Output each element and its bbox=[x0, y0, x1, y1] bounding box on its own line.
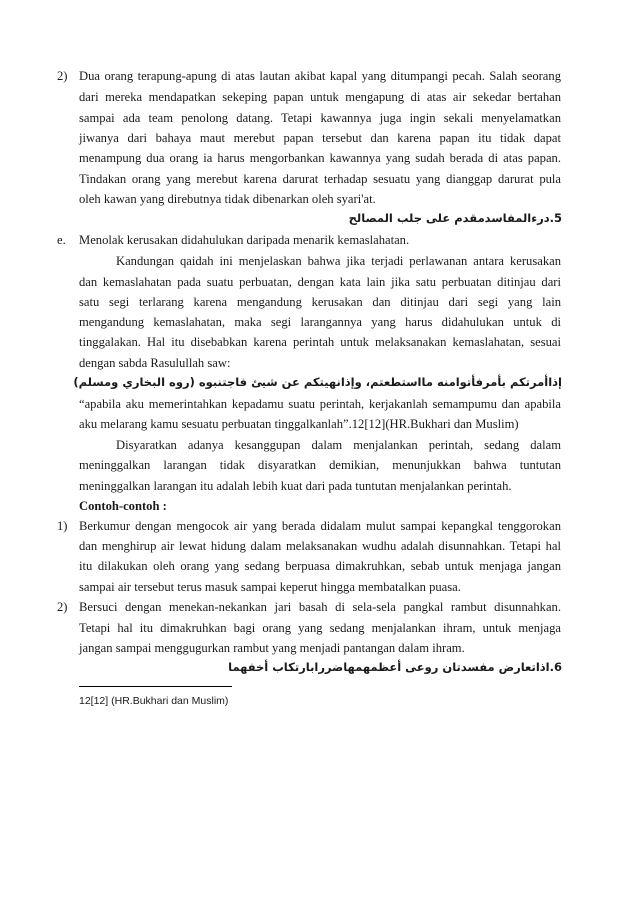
section-e-line-2: dan kemaslahatan pada suatu perbuatan, dengan kata lain jika satu perbuatan ditinjau dari bbox=[79, 274, 561, 289]
section-e-line-1: Kandungan qaidah ini menjelaskan bahwa jika terjadi perlawanan antara kerusakan bbox=[116, 253, 561, 268]
hadith-arabic: إذاأمرتكم بأمرفأتوامنه مااستطعتم، وإذانهيتكم عن شيئ فاجتنبوه (روه البخاري ومسلم) bbox=[73, 374, 562, 389]
rule6-arabic: 6.اذاتعارض مفسدتان روعى أعظمهمهاضررابارتكاب أخفهما bbox=[228, 660, 562, 675]
example-1-line-2: dan menghirup air lewat hidung dalam melaksanakan wudhu adalah disunnahkan. Tetapi hal bbox=[79, 539, 561, 554]
item2-line-5: menampung dua orang ia harus mengorbankan kawannya yang sudah berada di atas papan. bbox=[79, 151, 561, 166]
example-2-line-2: Tetapi hal itu dimakruhkan bagi orang yang sedang menjalankan ihram, untuk menjaga bbox=[79, 621, 561, 636]
item2-line-1: Dua orang terapung-apung di atas lautan akibat kapal yang ditumpangi pecah. Salah seorang bbox=[79, 69, 561, 83]
item2-line-2: dari mereka mendapatkan sekeping papan untuk mengapung di atas air sekedar bertahan bbox=[79, 89, 561, 104]
section-e-line-3: satu segi terlarang karena mengandung kerusakan dan ditinjau dari segi yang lain bbox=[79, 294, 561, 309]
example-2-line-3: jangan sampai menggugurkan rambut yang menjadi pantangan dalam ihram. bbox=[79, 641, 465, 656]
section-e-letter: e. bbox=[57, 233, 66, 247]
footnote-separator bbox=[79, 686, 232, 687]
item2-line-6: Tindakan orang yang merebut karena darurat terhadap sesuatu yang dianggap darurat pula bbox=[79, 172, 561, 187]
example-1-number: 1) bbox=[57, 518, 68, 533]
translation-line-2: aku melarang kamu sesuatu perbuatan tinggalkanlah”.12[12](HR.Bukhari dan Muslim) bbox=[79, 417, 519, 432]
item-number-2: 2) bbox=[57, 69, 68, 83]
item2-line-7: oleh kawan yang direbutnya tidak dibenarkan oleh syari'at. bbox=[79, 192, 376, 207]
section-e-line-5: tinggalakan. Hal itu disebabkan karena perintah untuk melaksanakan kemaslahatan, sesuai bbox=[79, 335, 561, 350]
section-e-heading: Menolak kerusakan didahulukan daripada menarik kemaslahatan. bbox=[79, 233, 410, 247]
example-2-line-1: Bersuci dengan menekan-nekankan jari basah di sela-sela pangkal rambut disunnahkan. bbox=[79, 600, 561, 615]
section-e-line-4: mengandung kemaslahatan, maka segi larangannya yang harus didahulukan untuk di bbox=[79, 315, 561, 330]
example-1-line-4: sampai air tersebut terus masuk sampai keperut hingga membatalkan puasa. bbox=[79, 580, 461, 595]
example-2-number: 2) bbox=[57, 600, 68, 615]
section-e-line-6: dengan sabda Rasulullah saw: bbox=[79, 356, 231, 371]
item2-line-3: sampai ada team penolong datang. Tetapi kawannya juga ingin sekali menyelamatkan bbox=[79, 110, 561, 125]
explanation-line-1: Disyaratkan adanya kesanggupan dalam menjalankan perintah, sedang dalam bbox=[116, 437, 561, 452]
footnote: 12[12] (HR.Bukhari dan Muslim) bbox=[79, 695, 229, 707]
explanation-line-2: meninggalkan larangan tidak disyaratkan demikian, menunjukkan bahwa tuntutan bbox=[79, 457, 561, 472]
rule5-arabic: 5.درءالمفاسدمقدم على جلب المصالح bbox=[348, 211, 562, 226]
examples-heading: Contoh-contoh : bbox=[79, 498, 167, 513]
translation-line-1: “apabila aku memerintahkan kepadamu suatu perintah, kerjakanlah semampumu dan apabila bbox=[79, 397, 561, 412]
item2-line-4: jiwanya dari bahaya maut merebut papan tersebut dan karena papan itu tidak dapat bbox=[79, 130, 561, 145]
example-1-line-3: itu dilakukan oleh orang yang sedang berpuasa dimakruhkan, sebab untuk menjaga jangan bbox=[79, 559, 561, 574]
explanation-line-3: meninggalkan larangan itu adalah lebih kuat dari pada tuntutan menjalankan perintah. bbox=[79, 478, 512, 493]
example-1-line-1: Berkumur dengan mengocok air yang berada didalam mulut sampai kepangkal tenggorokan bbox=[79, 518, 561, 533]
